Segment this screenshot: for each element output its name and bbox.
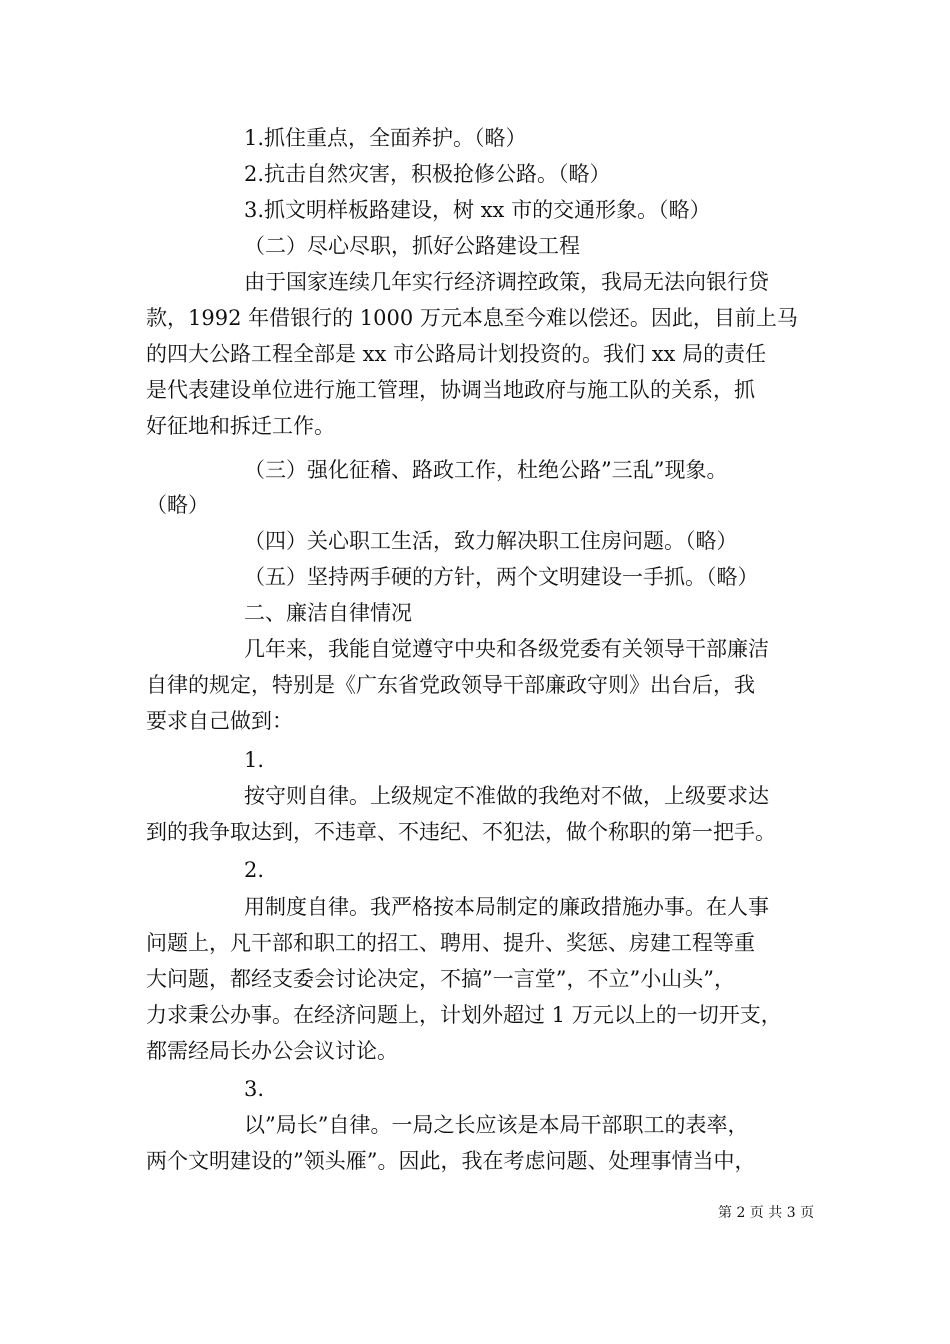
list-number: 2. (244, 858, 265, 882)
section-heading: （三）强化征稽、路政工作，杜绝公路”三乱”现象。 (244, 458, 728, 482)
text-line: 1.抓住重点，全面养护。（略） (244, 126, 527, 150)
page-footer: 第 2 页 共 3 页 (718, 1205, 815, 1221)
text-line: 的四大公路工程全部是 xx 市公路局计划投资的。我们 xx 局的责任 (146, 342, 767, 366)
text-line: （略） (146, 493, 209, 517)
text-line: 大问题，都经支委会讨论决定，不搞”一言堂”，不立”小山头”， (146, 967, 735, 991)
text-line: 2.抗击自然灾害，积极抢修公路。（略） (244, 162, 611, 186)
text-line: 几年来，我能自觉遵守中央和各级党委有关领导干部廉洁 (244, 637, 769, 661)
text-line: 以”局长”自律。一局之长应该是本局干部职工的表率， (244, 1113, 749, 1137)
text-line: 3.抓文明样板路建设，树 xx 市的交通形象。（略） (244, 198, 711, 222)
text-line: 是代表建设单位进行施工管理，协调当地政府与施工队的关系，抓 (146, 378, 755, 402)
text-line: 由于国家连续几年实行经济调控政策，我局无法向银行贷 (244, 270, 769, 294)
list-number: 1. (244, 748, 265, 772)
section-heading: （五）坚持两手硬的方针，两个文明建设一手抓。（略） (244, 565, 759, 589)
section-heading: （四）关心职工生活，致力解决职工住房问题。（略） (244, 529, 738, 553)
text-line: 好征地和拆迁工作。 (146, 414, 335, 438)
text-line: 两个文明建设的”领头雁”。因此，我在考虑问题、处理事情当中， (146, 1149, 756, 1173)
text-line: 都需经局长办公会议讨论。 (146, 1039, 398, 1063)
section-heading: （二）尽心尽职，抓好公路建设工程 (244, 234, 580, 258)
text-line: 按守则自律。上级规定不准做的我绝对不做，上级要求达 (244, 784, 769, 808)
text-line: 问题上，凡干部和职工的招工、聘用、提升、奖惩、房建工程等重 (146, 931, 755, 955)
text-line: 力求秉公办事。在经济问题上，计划外超过 1 万元以上的一切开支， (146, 1003, 782, 1027)
text-line: 款，1992 年借银行的 1000 万元本息至今难以偿还。因此，目前上马 (146, 306, 798, 330)
text-line: 自律的规定，特别是《广东省党政领导干部廉政守则》出台后，我 (146, 673, 755, 697)
text-line: 用制度自律。我严格按本局制定的廉政措施办事。在人事 (244, 895, 769, 919)
text-line: 到的我争取达到，不违章、不违纪、不犯法，做个称职的第一把手。 (146, 820, 776, 844)
list-number: 3. (244, 1077, 265, 1101)
text-line: 要求自己做到： (146, 709, 293, 733)
section-heading: 二、廉洁自律情况 (244, 601, 412, 625)
